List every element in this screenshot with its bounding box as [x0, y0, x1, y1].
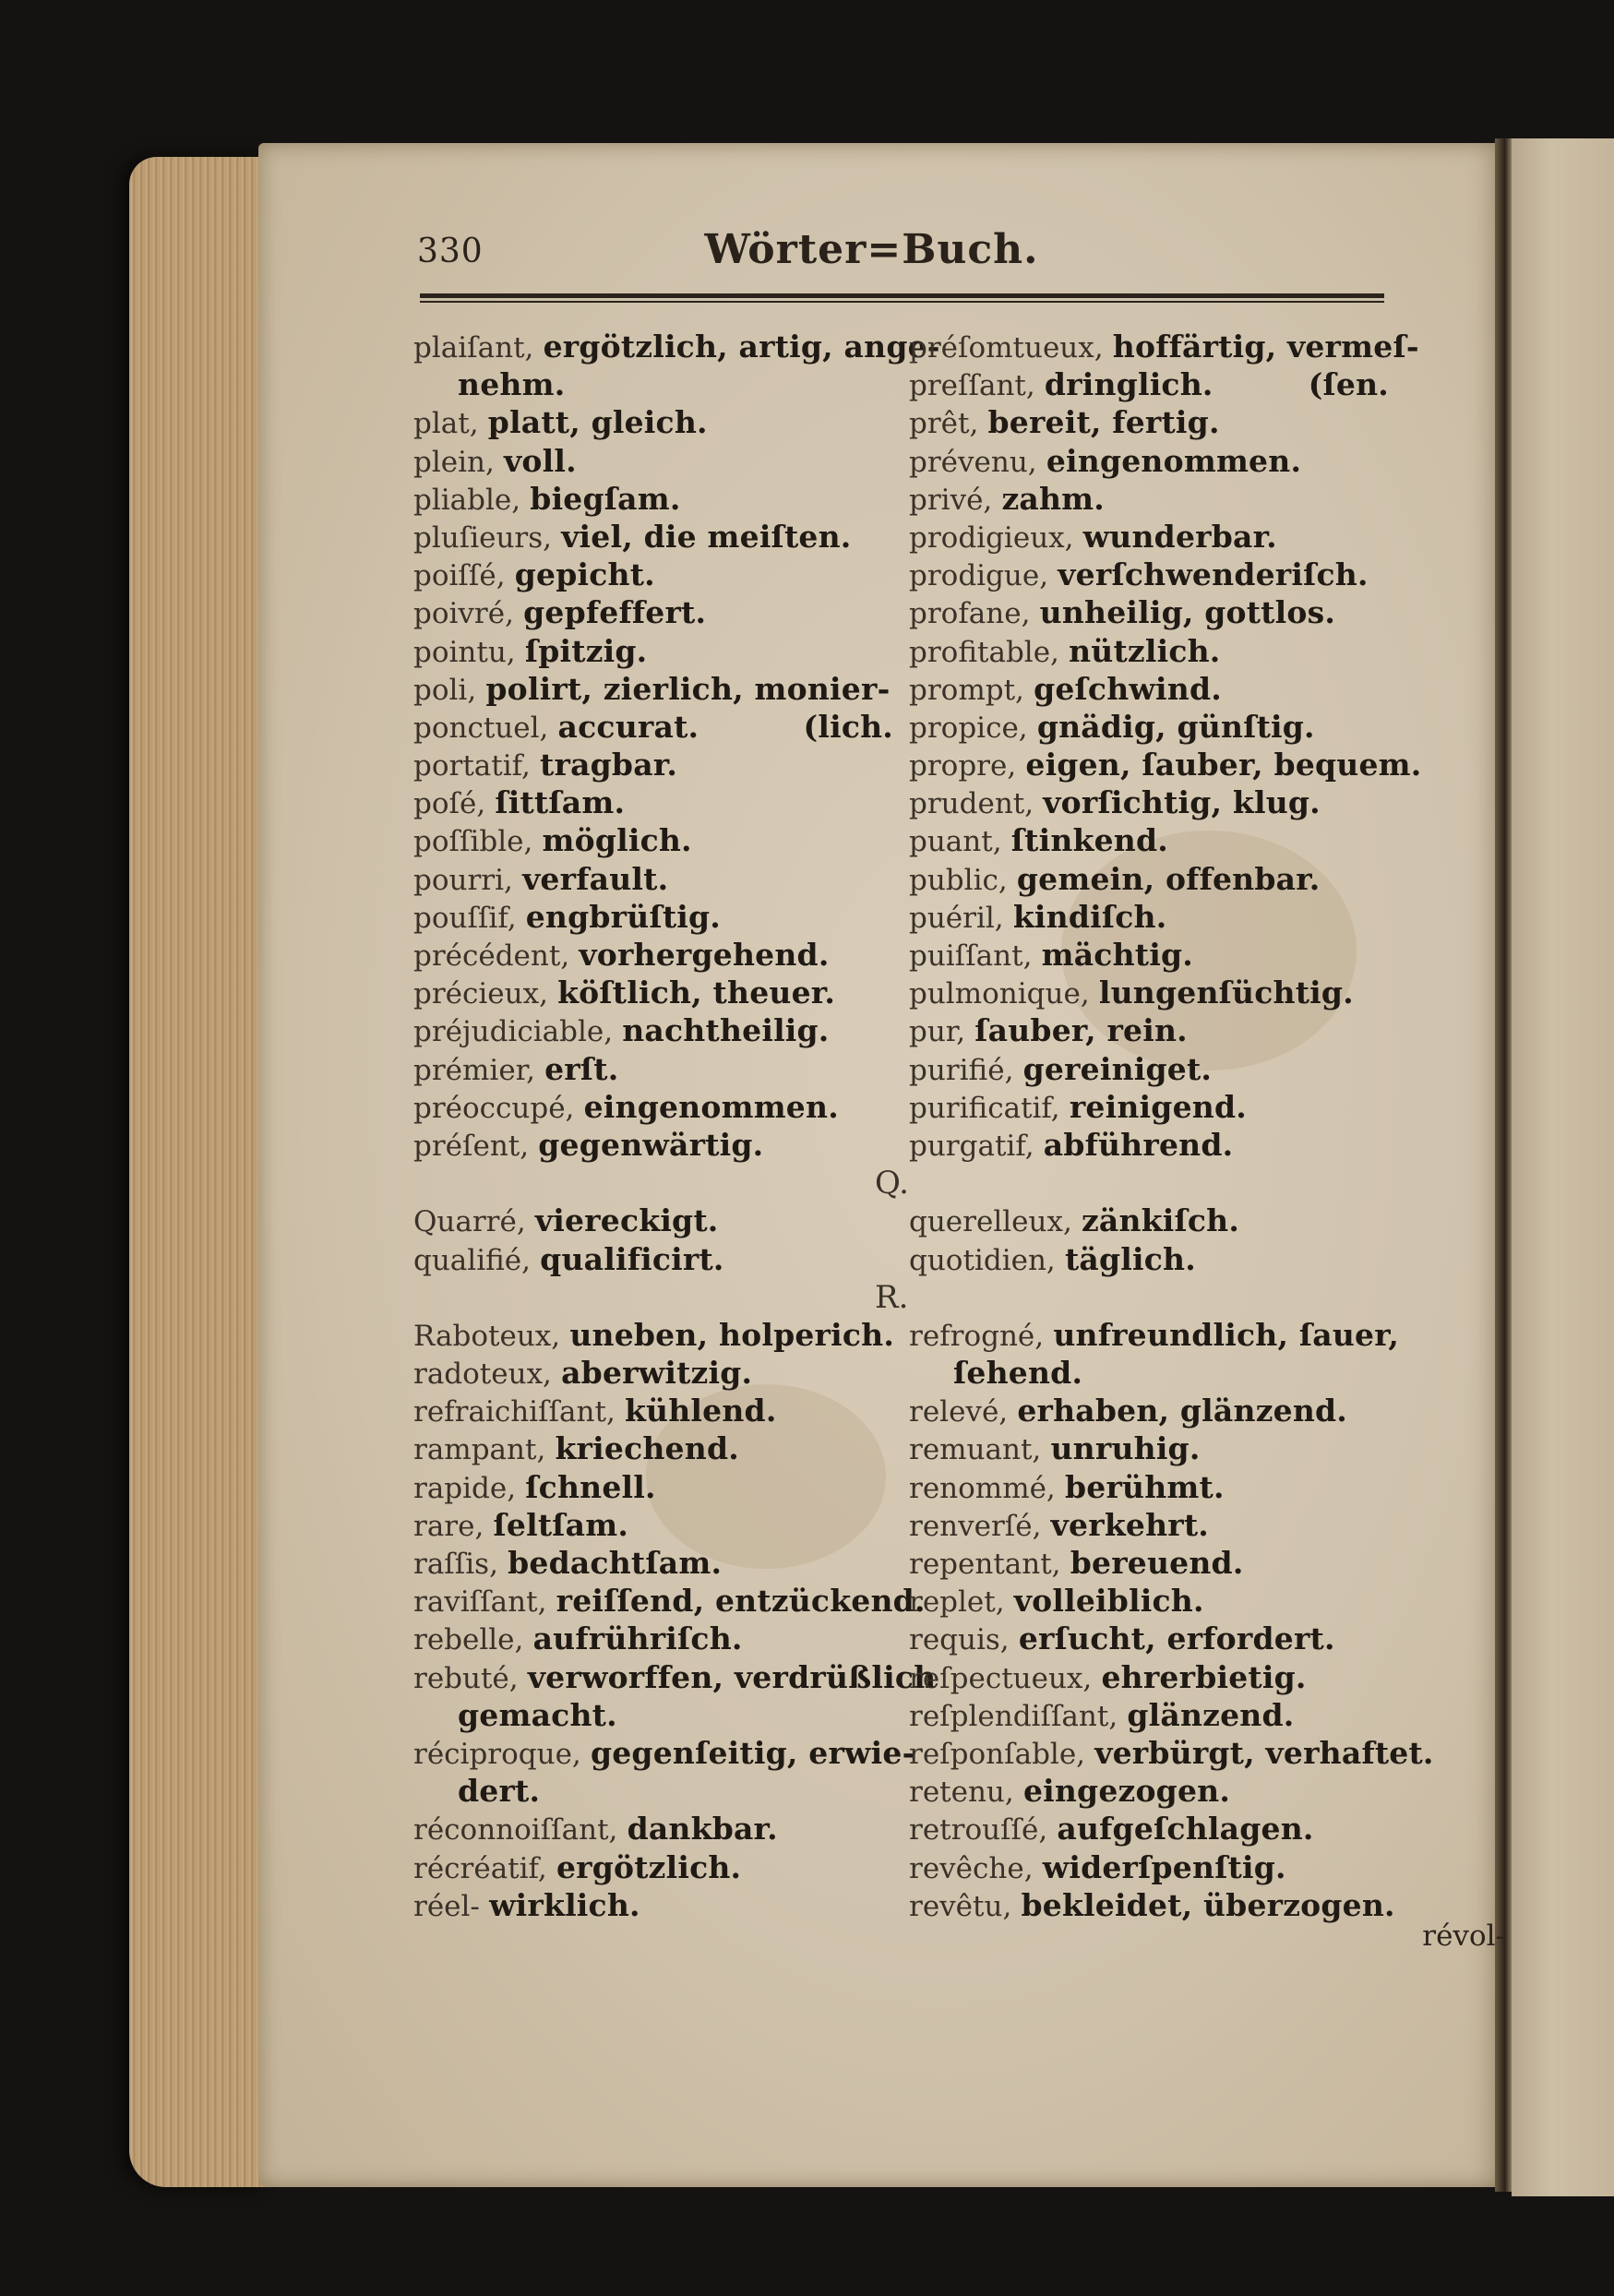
dictionary-entry: [413, 1240, 893, 1278]
dictionary-entry: [413, 632, 893, 670]
dictionary-entry: [909, 1316, 1400, 1354]
french-headword: privé,: [909, 483, 993, 517]
dictionary-entry: [413, 1050, 893, 1088]
blank-line: [909, 1164, 1389, 1202]
german-translation: ehrerbietig.: [1101, 1658, 1307, 1695]
dictionary-entry: [909, 821, 1389, 859]
french-headword: puéril,: [909, 901, 1004, 935]
french-headword: plat,: [413, 407, 479, 441]
dictionary-entry: [909, 632, 1389, 670]
french-headword: prodigue,: [909, 559, 1049, 593]
german-translation: ſittſam.: [495, 784, 626, 821]
french-headword: purifié,: [909, 1053, 1014, 1087]
dictionary-entry: [909, 480, 1389, 518]
dictionary-entry: [909, 898, 1389, 936]
french-headword: Raboteux,: [413, 1319, 561, 1353]
german-translation: ſehend.: [953, 1355, 1083, 1392]
french-headword: précédent,: [413, 939, 570, 973]
dictionary-entry: [413, 518, 893, 556]
dictionary-entry: [413, 1088, 893, 1126]
french-headword: refraichiſſant,: [413, 1395, 616, 1429]
german-translation: gnädig, günſtig.: [1036, 708, 1315, 745]
french-headword: récréatif,: [413, 1851, 547, 1885]
french-headword: poſé,: [413, 787, 486, 821]
dictionary-entry: [909, 518, 1389, 556]
french-headword: retrouſſé,: [909, 1813, 1048, 1848]
french-headword: Quarré,: [413, 1205, 526, 1239]
dictionary-entry: [909, 1772, 1389, 1810]
dictionary-entry: [909, 1468, 1389, 1506]
french-headword: poli,: [413, 673, 477, 707]
running-title: Wörter=Buch.: [704, 226, 1039, 273]
german-translation: kriechend.: [555, 1430, 739, 1467]
german-translation: geſchwind.: [1034, 670, 1222, 707]
dictionary-entry: [909, 708, 1389, 746]
french-headword: renverſé,: [909, 1509, 1042, 1543]
facing-page: [1512, 138, 1614, 2196]
french-headword: prémier,: [413, 1053, 535, 1087]
german-translation: unheilig, gottlos.: [1039, 594, 1336, 631]
german-translation: biegſam.: [530, 480, 681, 517]
french-headword: pur,: [909, 1015, 966, 1049]
french-headword: réciproque,: [413, 1737, 581, 1771]
french-headword: qualifié,: [413, 1243, 531, 1277]
dictionary-entry: [909, 1088, 1389, 1126]
german-translation: eingenommen.: [1046, 442, 1302, 479]
german-translation: ſpitzig.: [524, 632, 648, 669]
french-headword: prudent,: [909, 787, 1034, 821]
dictionary-entry: [909, 860, 1389, 898]
header-rule: [420, 293, 1384, 303]
dictionary-entry: [413, 1316, 893, 1354]
german-translation: nehm.: [458, 366, 566, 403]
german-translation: wunderbar.: [1082, 518, 1277, 555]
german-translation: qualificirt.: [540, 1240, 724, 1277]
french-headword: preſſant,: [909, 369, 1035, 403]
german-translation: eingezogen.: [1022, 1773, 1231, 1810]
french-headword: relevé,: [909, 1395, 1009, 1429]
german-translation: aberwitzig.: [561, 1355, 753, 1392]
german-translation: ſauber, rein.: [974, 1012, 1188, 1049]
dictionary-entry: [909, 936, 1389, 974]
french-headword: purgatif,: [909, 1129, 1034, 1163]
dictionary-entry: [909, 1734, 1434, 1772]
dictionary-entry: [413, 1772, 893, 1810]
dictionary-entry: [909, 593, 1389, 631]
german-translation: gegenſeitig, erwie-: [590, 1734, 915, 1771]
dictionary-entry: [909, 1544, 1389, 1582]
dictionary-entry: [413, 442, 893, 480]
blank-line: [413, 1164, 893, 1202]
german-translation: dankbar.: [627, 1811, 778, 1848]
dictionary-entry: [413, 403, 893, 441]
german-translation: platt, gleich.: [487, 404, 708, 441]
french-headword: pluſieurs,: [413, 520, 553, 555]
german-translation: bekleidet, überzogen.: [1021, 1886, 1395, 1923]
german-translation: dringlich.: [1044, 366, 1213, 403]
german-translation: uneben, holperich.: [569, 1316, 895, 1353]
german-translation: ſeltſam.: [493, 1506, 629, 1543]
french-headword: prodigieux,: [909, 520, 1074, 555]
dictionary-entry: [413, 936, 893, 974]
french-headword: requis,: [909, 1623, 1010, 1657]
dictionary-entry: [413, 1011, 893, 1049]
german-translation: zänkiſch.: [1081, 1202, 1240, 1239]
german-translation: dert.: [458, 1773, 541, 1810]
dictionary-entry: [909, 1620, 1389, 1657]
german-translation: eingenommen.: [583, 1088, 839, 1125]
french-headword: prompt,: [909, 673, 1024, 707]
french-headword: replet,: [909, 1585, 1005, 1620]
dictionary-entry: [909, 1658, 1389, 1696]
german-translation: viereckigt.: [534, 1202, 719, 1239]
dictionary-entry: [413, 1582, 926, 1620]
german-translation: berühmt.: [1064, 1468, 1225, 1505]
french-headword: repentant,: [909, 1548, 1061, 1581]
french-headword: préſent,: [413, 1129, 530, 1163]
french-headword: pointu,: [413, 635, 516, 669]
french-headword: préoccupé,: [413, 1091, 575, 1125]
german-translation: erhaben, glänzend.: [1017, 1393, 1347, 1429]
dictionary-entry: [413, 593, 893, 631]
dictionary-entry: [909, 1202, 1389, 1239]
german-translation: verbürgt, verhaftet.: [1094, 1734, 1434, 1771]
german-translation: reinigend.: [1069, 1088, 1247, 1125]
dictionary-entry: [413, 1620, 893, 1657]
german-translation: abführend.: [1043, 1126, 1234, 1163]
french-headword: revêche,: [909, 1851, 1034, 1885]
german-translation: köſtlich, theuer.: [557, 975, 836, 1011]
french-headword: prêt,: [909, 407, 979, 441]
french-headword: renommé,: [909, 1471, 1056, 1505]
right-column: [909, 328, 1434, 1924]
french-headword: public,: [909, 863, 1008, 897]
carried-over-syllable: (ſen.: [1308, 366, 1389, 403]
catchword: révol-: [1422, 1919, 1505, 1953]
french-headword: pulmonique,: [909, 977, 1090, 1011]
german-translation: tragbar.: [540, 747, 678, 783]
section-letter-r: R.: [875, 1279, 909, 1316]
german-translation: unfreundlich, ſauer,: [1053, 1316, 1400, 1353]
dictionary-entry: [413, 1392, 893, 1429]
dictionary-entry: [909, 1582, 1389, 1620]
french-headword: reſponſable,: [909, 1737, 1086, 1771]
german-translation: unruhig.: [1050, 1430, 1201, 1467]
dictionary-entry: [413, 708, 893, 746]
dictionary-entry: [413, 1658, 937, 1696]
french-headword: réel-: [413, 1889, 480, 1923]
dictionary-entry: [413, 328, 940, 365]
german-translation: polirt, zierlich, monier-: [485, 670, 891, 707]
german-translation: wirklich.: [489, 1886, 640, 1923]
dictionary-entry: [413, 1886, 893, 1924]
dictionary-entry: [909, 1810, 1389, 1848]
german-translation: volleiblich.: [1013, 1583, 1204, 1620]
german-translation: gemein, offenbar.: [1016, 860, 1321, 897]
german-translation: reiſſend, entzückend.: [556, 1583, 926, 1620]
dictionary-entry: [413, 898, 893, 936]
french-headword: revêtu,: [909, 1889, 1012, 1923]
dictionary-entry: [909, 328, 1419, 365]
french-headword: plaiſant,: [413, 331, 534, 365]
french-headword: préjudiciable,: [413, 1015, 614, 1049]
french-headword: réconnoiſſant,: [413, 1813, 618, 1848]
dictionary-entry: [413, 974, 893, 1011]
french-headword: rebelle,: [413, 1623, 524, 1657]
french-headword: rebuté,: [413, 1661, 519, 1695]
german-translation: täglich.: [1064, 1240, 1196, 1277]
german-translation: kindiſch.: [1012, 898, 1167, 935]
french-headword: raviſſant,: [413, 1585, 547, 1620]
german-translation: verſchwenderiſch.: [1058, 556, 1369, 593]
dictionary-entry: [413, 1429, 893, 1467]
dictionary-entry: [909, 746, 1422, 783]
french-headword: poiſſé,: [413, 559, 506, 593]
french-headword: plein,: [413, 445, 495, 479]
german-translation: verworffen, verdrüßlich: [527, 1658, 937, 1695]
german-translation: bedachtſam.: [508, 1545, 723, 1581]
book-gutter: [1495, 138, 1512, 2192]
dictionary-entry: [909, 974, 1389, 1011]
german-translation: aufgeſchlagen.: [1057, 1811, 1314, 1848]
german-translation: erſucht, erfordert.: [1018, 1620, 1335, 1657]
german-translation: ſchnell.: [525, 1468, 656, 1505]
dictionary-entry: [909, 1886, 1395, 1924]
french-headword: purificatif,: [909, 1091, 1060, 1125]
german-translation: bereuend.: [1070, 1545, 1244, 1581]
dictionary-entry: [909, 403, 1389, 441]
dictionary-entry: [909, 670, 1389, 708]
dictionary-entry: [413, 670, 893, 708]
french-headword: poſſible,: [413, 825, 533, 859]
german-translation: gepfeffert.: [523, 594, 707, 631]
dictionary-entry: [413, 1544, 893, 1582]
page-edges: [129, 157, 268, 2187]
dictionary-entry: [413, 1354, 893, 1392]
german-translation: mächtig.: [1041, 937, 1193, 973]
french-headword: reſplendiſſant,: [909, 1699, 1118, 1733]
french-headword: propre,: [909, 749, 1017, 783]
german-translation: vorſichtig, klug.: [1043, 784, 1321, 821]
french-headword: préſomtueux,: [909, 331, 1104, 365]
dictionary-entry: [909, 1848, 1389, 1886]
german-translation: ſtinkend.: [1010, 822, 1168, 859]
dictionary-entry: [413, 783, 893, 821]
blank-line: [413, 1278, 893, 1316]
german-translation: gereiniget.: [1022, 1050, 1213, 1087]
dictionary-entry: [413, 821, 893, 859]
dictionary-entry: [909, 442, 1389, 480]
german-translation: eigen, ſauber, bequem.: [1025, 747, 1422, 783]
german-translation: engbrüſtig.: [525, 898, 721, 935]
french-headword: rare,: [413, 1509, 484, 1543]
german-translation: zahm.: [1001, 480, 1105, 517]
dictionary-entry: [909, 1354, 1389, 1392]
german-translation: erſt.: [544, 1050, 619, 1087]
dictionary-entry: [413, 1126, 893, 1164]
dictionary-entry: [909, 1429, 1389, 1467]
french-headword: reſpectueux,: [909, 1661, 1093, 1695]
german-translation: lungenſüchtig.: [1098, 975, 1354, 1011]
dictionary-entry: [413, 480, 893, 518]
dictionary-entry: [413, 746, 893, 783]
french-headword: portatif,: [413, 749, 531, 783]
page-number: 330: [417, 233, 484, 270]
french-headword: puiſſant,: [909, 939, 1033, 973]
dictionary-entry: [909, 1240, 1389, 1278]
french-headword: raſſis,: [413, 1548, 498, 1581]
french-headword: refrogné,: [909, 1319, 1045, 1353]
german-translation: vorhergehend.: [579, 937, 830, 973]
dictionary-entry: [909, 1696, 1389, 1734]
german-translation: widerſpenſtig.: [1042, 1848, 1286, 1885]
carried-over-syllable: (lich.: [803, 708, 893, 745]
french-headword: poivré,: [413, 597, 514, 631]
german-translation: kühlend.: [624, 1393, 777, 1429]
dictionary-entry: [909, 1126, 1389, 1164]
french-headword: remuant,: [909, 1433, 1042, 1467]
german-translation: bereit, fertig.: [987, 404, 1220, 441]
dictionary-entry: [413, 1810, 893, 1848]
german-translation: ergötzlich, artig, ange-: [543, 329, 940, 365]
blank-line: [909, 1278, 1389, 1316]
dictionary-entry: [413, 1468, 893, 1506]
french-headword: rampant,: [413, 1433, 546, 1467]
german-translation: accurat.: [557, 708, 699, 745]
german-translation: gepicht.: [514, 556, 655, 593]
dictionary-entry: [909, 1050, 1389, 1088]
dictionary-entry: [413, 1202, 893, 1239]
french-headword: ponctuel,: [413, 711, 549, 745]
dictionary-entry: [909, 1506, 1389, 1544]
dictionary-entry: [909, 1011, 1389, 1049]
dictionary-entry: [413, 1734, 915, 1772]
german-translation: nützlich.: [1069, 632, 1221, 669]
french-headword: pouſſif,: [413, 901, 517, 935]
french-headword: précieux,: [413, 977, 548, 1011]
dictionary-entry: [413, 1696, 893, 1734]
french-headword: rapide,: [413, 1471, 517, 1505]
french-headword: querelleux,: [909, 1205, 1072, 1239]
german-translation: möglich.: [542, 822, 692, 859]
german-translation: verkehrt.: [1050, 1506, 1209, 1543]
french-headword: propice,: [909, 711, 1028, 745]
dictionary-entry: [413, 556, 893, 593]
dictionary-entry: [909, 783, 1389, 821]
french-headword: quotidien,: [909, 1243, 1056, 1277]
french-headword: retenu,: [909, 1776, 1014, 1810]
german-translation: gemacht.: [458, 1696, 617, 1733]
french-headword: pliable,: [413, 483, 521, 517]
french-headword: profane,: [909, 597, 1031, 631]
dictionary-entry: [909, 556, 1389, 593]
french-headword: prévenu,: [909, 445, 1037, 479]
dictionary-entry: [413, 1506, 893, 1544]
dictionary-entry: [909, 1392, 1389, 1429]
dictionary-entry: [413, 860, 893, 898]
dictionary-entry: [909, 365, 1389, 403]
german-translation: nachtheilig.: [622, 1012, 830, 1049]
german-translation: voll.: [504, 442, 577, 479]
french-headword: radoteux,: [413, 1357, 552, 1392]
german-translation: verfault.: [522, 860, 669, 897]
dictionary-entry: [413, 365, 893, 403]
french-headword: pourri,: [413, 863, 513, 897]
section-letter-q: Q.: [875, 1165, 909, 1202]
german-translation: aufrühriſch.: [532, 1620, 743, 1657]
german-translation: glänzend.: [1127, 1696, 1295, 1733]
german-translation: viel, die meiſten.: [561, 518, 852, 555]
german-translation: ergötzlich.: [556, 1848, 742, 1885]
german-translation: hoffärtig, vermeſ-: [1112, 329, 1419, 365]
dictionary-entry: [413, 1848, 893, 1886]
french-headword: profitable,: [909, 635, 1059, 669]
german-translation: gegenwärtig.: [538, 1126, 764, 1163]
french-headword: puant,: [909, 825, 1002, 859]
